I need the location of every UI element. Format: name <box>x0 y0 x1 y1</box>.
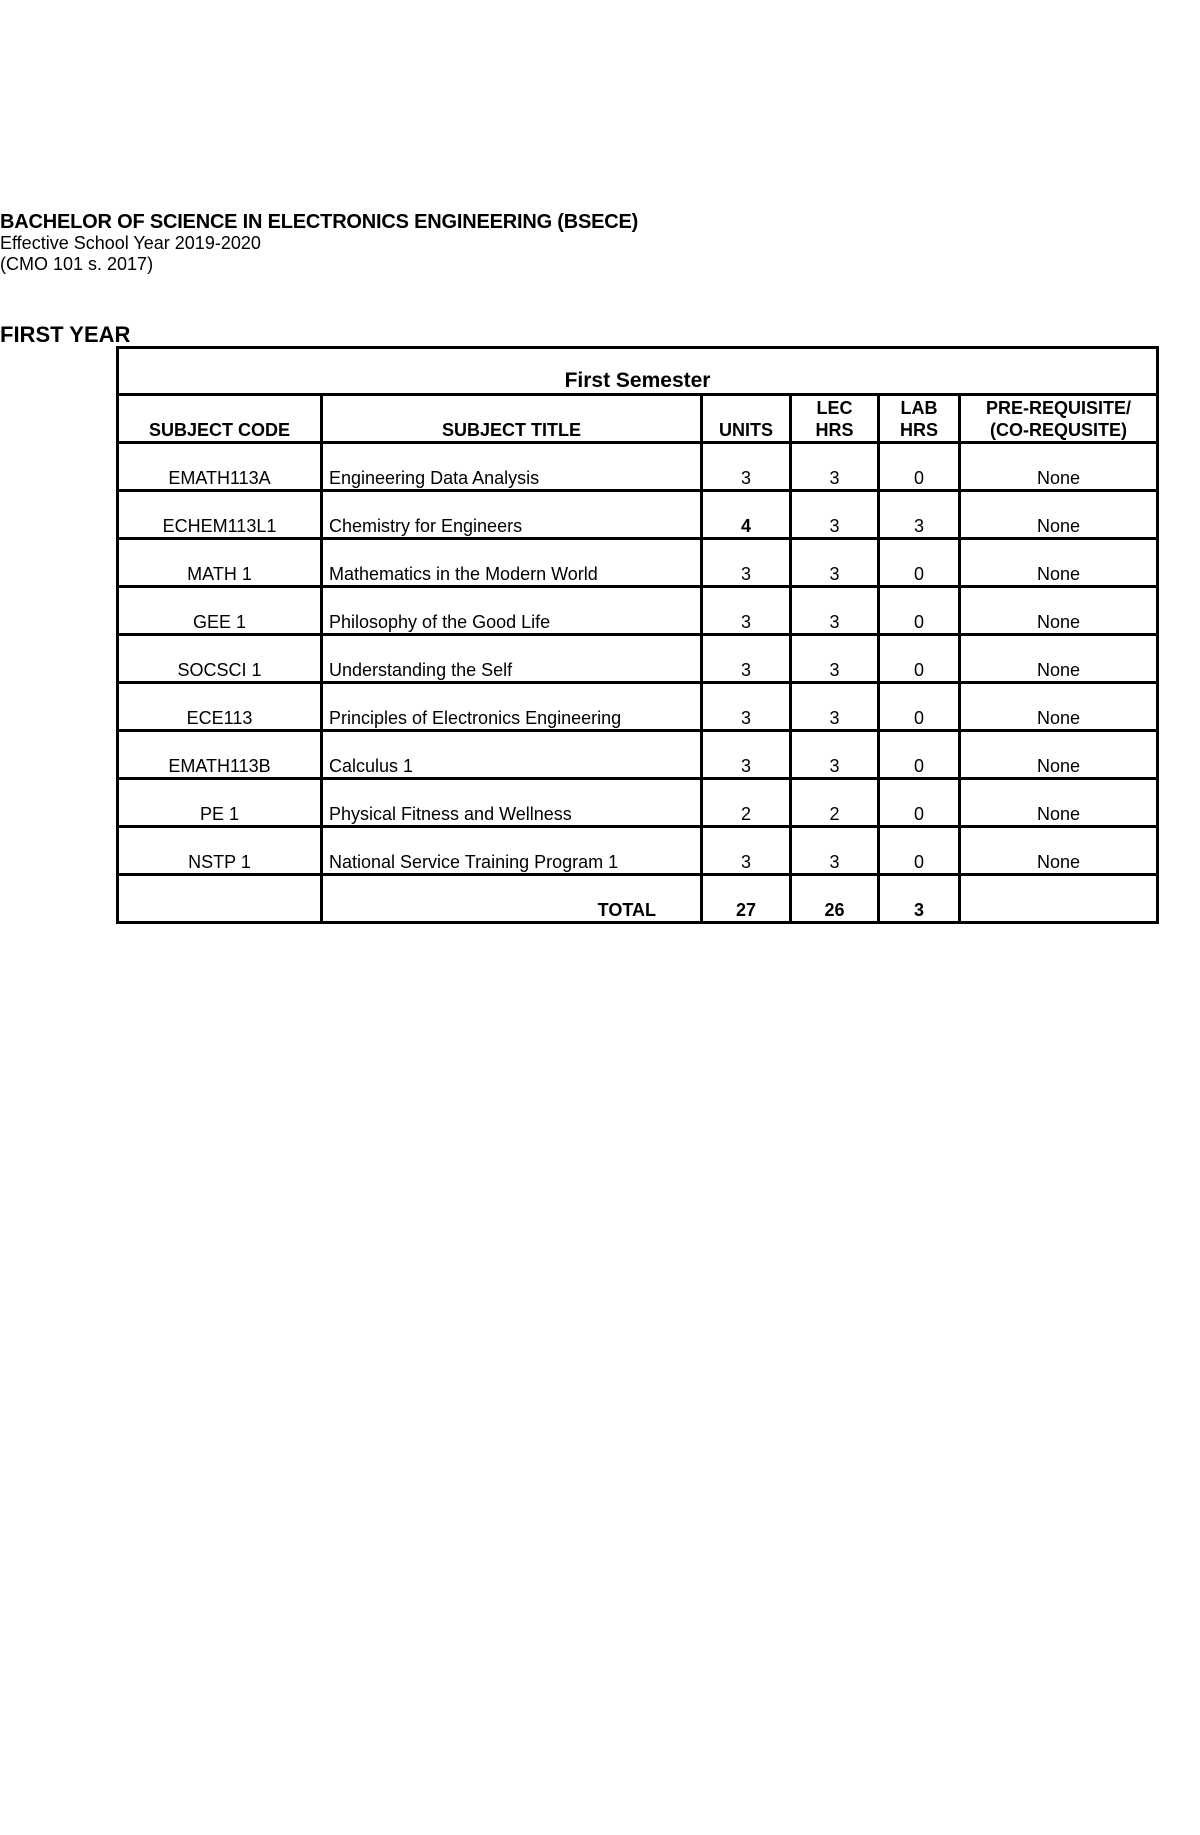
header-lec-hrs <box>791 395 879 443</box>
lab-hrs-cell: 0 <box>879 635 960 683</box>
table-row <box>118 443 1158 491</box>
units-cell: 3 <box>702 443 791 491</box>
header-prerequisite <box>960 395 1158 443</box>
total-lab-hrs: 3 <box>879 875 960 923</box>
subject-title-cell: National Service Training Program 1 <box>322 827 702 875</box>
total-empty-code-cell <box>118 875 322 923</box>
header-lec-line1: LEC <box>816 398 853 418</box>
lab-hrs-cell: 0 <box>879 779 960 827</box>
header-lec-line2: HRS <box>815 420 854 440</box>
cmo-reference: (CMO 101 s. 2017) <box>0 254 154 274</box>
prerequisite-cell: None <box>960 779 1158 827</box>
column-header-row <box>118 395 1158 443</box>
lec-hrs-cell: 3 <box>791 443 879 491</box>
lec-hrs-cell: 3 <box>791 539 879 587</box>
subject-title-cell: Principles of Electronics Engineering <box>322 683 702 731</box>
subject-code-cell: MATH 1 <box>118 539 322 587</box>
subject-code-cell: NSTP 1 <box>118 827 322 875</box>
header-prereq-line1: PRE-REQUISITE/ <box>986 398 1132 418</box>
subject-title-cell: Engineering Data Analysis <box>322 443 702 491</box>
lec-hrs-cell: 2 <box>791 779 879 827</box>
curriculum-table <box>116 346 1159 924</box>
table-row <box>118 491 1158 539</box>
total-label: TOTAL <box>322 875 702 923</box>
subject-code-cell: SOCSCI 1 <box>118 635 322 683</box>
lec-hrs-cell: 3 <box>791 731 879 779</box>
lec-hrs-cell: 3 <box>791 491 879 539</box>
lab-hrs-cell: 0 <box>879 443 960 491</box>
prerequisite-cell: None <box>960 539 1158 587</box>
table-row <box>118 731 1158 779</box>
table-row <box>118 587 1158 635</box>
prerequisite-cell: None <box>960 587 1158 635</box>
header-lab-line1: LAB <box>900 398 938 418</box>
lec-hrs-cell: 3 <box>791 827 879 875</box>
header-lab-line2: HRS <box>899 420 938 440</box>
total-empty-prereq-cell <box>960 875 1158 923</box>
units-cell: 3 <box>702 731 791 779</box>
table-row <box>118 683 1158 731</box>
units-cell: 4 <box>702 491 791 539</box>
table-row <box>118 827 1158 875</box>
year-title: FIRST YEAR <box>0 322 131 347</box>
prerequisite-cell: None <box>960 635 1158 683</box>
table-row <box>118 635 1158 683</box>
table-row <box>118 539 1158 587</box>
semester-row <box>118 348 1158 395</box>
subject-title-cell: Physical Fitness and Wellness <box>322 779 702 827</box>
subject-title-cell: Understanding the Self <box>322 635 702 683</box>
prerequisite-cell: None <box>960 731 1158 779</box>
units-cell: 3 <box>702 635 791 683</box>
lab-hrs-cell: 0 <box>879 539 960 587</box>
total-units: 27 <box>702 875 791 923</box>
header-lab-hrs <box>879 395 960 443</box>
lab-hrs-cell: 0 <box>879 683 960 731</box>
header-subject-title: SUBJECT TITLE <box>322 395 702 443</box>
subject-title-cell: Calculus 1 <box>322 731 702 779</box>
lec-hrs-cell: 3 <box>791 635 879 683</box>
lab-hrs-cell: 0 <box>879 587 960 635</box>
subject-code-cell: PE 1 <box>118 779 322 827</box>
semester-title: First Semester <box>118 348 1158 395</box>
prerequisite-cell: None <box>960 827 1158 875</box>
subject-title-cell: Philosophy of the Good Life <box>322 587 702 635</box>
program-title: BACHELOR OF SCIENCE IN ELECTRONICS ENGINEERING (BSECE) <box>0 211 639 233</box>
units-cell: 2 <box>702 779 791 827</box>
subject-code-cell: EMATH113A <box>118 443 322 491</box>
units-cell: 3 <box>702 827 791 875</box>
table-row <box>118 779 1158 827</box>
lab-hrs-cell: 0 <box>879 827 960 875</box>
units-cell: 3 <box>702 539 791 587</box>
subject-code-cell: ECE113 <box>118 683 322 731</box>
prerequisite-cell: None <box>960 443 1158 491</box>
lab-hrs-cell: 0 <box>879 731 960 779</box>
units-cell: 3 <box>702 683 791 731</box>
subject-code-cell: GEE 1 <box>118 587 322 635</box>
total-row <box>118 875 1158 923</box>
total-lec-hrs: 26 <box>791 875 879 923</box>
lab-hrs-cell: 3 <box>879 491 960 539</box>
subject-title-cell: Chemistry for Engineers <box>322 491 702 539</box>
lec-hrs-cell: 3 <box>791 683 879 731</box>
prerequisite-cell: None <box>960 683 1158 731</box>
prerequisite-cell: None <box>960 491 1158 539</box>
units-cell: 3 <box>702 587 791 635</box>
header-prereq-line2: (CO-REQUSITE) <box>990 420 1128 440</box>
effective-school-year: Effective School Year 2019-2020 <box>0 233 261 253</box>
subject-title-cell: Mathematics in the Modern World <box>322 539 702 587</box>
header-units: UNITS <box>702 395 791 443</box>
lec-hrs-cell: 3 <box>791 587 879 635</box>
header-subject-code: SUBJECT CODE <box>118 395 322 443</box>
subject-code-cell: ECHEM113L1 <box>118 491 322 539</box>
subject-code-cell: EMATH113B <box>118 731 322 779</box>
